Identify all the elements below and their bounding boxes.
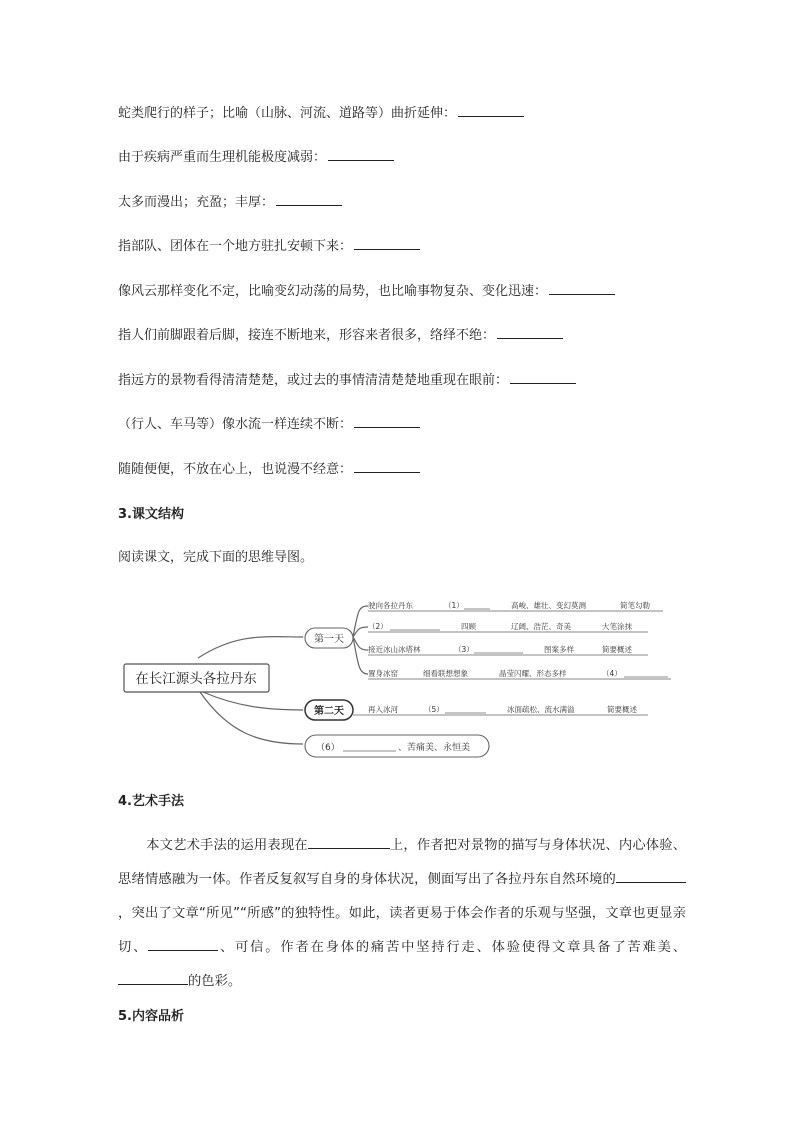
answer-blank[interactable] xyxy=(276,193,342,206)
mindmap-cell: 细看联想想象 xyxy=(423,669,468,678)
definition-item: 太多而漫出；充盈；丰厚： xyxy=(118,193,342,212)
mindmap-cell: （1） xyxy=(444,601,464,610)
answer-blank[interactable] xyxy=(510,371,576,384)
mindmap-cell: （2） xyxy=(368,622,388,631)
mindmap-conclusion-text: 、苦痛美、永恒美 xyxy=(398,743,471,753)
mindmap-day2-label: 第二天 xyxy=(314,706,344,717)
mindmap-cell: 高峻、雄壮、变幻莫测 xyxy=(511,601,586,610)
answer-blank[interactable] xyxy=(148,937,218,951)
answer-blank[interactable] xyxy=(549,282,615,295)
mindmap-cell: 冰面疏松、流水满溢 xyxy=(507,705,575,714)
mindmap-cell: （4） xyxy=(602,669,622,678)
answer-blank[interactable] xyxy=(118,971,188,985)
mindmap-cell: 四顾 xyxy=(461,622,476,631)
definition-item: 指部队、团体在一个地方驻扎安顿下来： xyxy=(118,237,420,256)
mindmap-cell: 辽阔、浩茫、奇美 xyxy=(511,622,571,631)
mindmap-cell: 简要概述 xyxy=(607,705,637,714)
mindmap-cell: 再入冰河 xyxy=(368,705,398,714)
answer-blank[interactable] xyxy=(354,460,420,473)
section-5-heading: 5.内容品析 xyxy=(118,1009,184,1024)
section-3-heading: 3.课文结构 xyxy=(118,507,184,522)
answer-blank[interactable] xyxy=(354,237,420,250)
mindmap-cell: 驶向各拉丹东 xyxy=(368,601,413,610)
definition-item: 由于疾病严重而生理机能极度减弱： xyxy=(118,148,394,167)
mindmap-cell: 简要概述 xyxy=(602,645,632,654)
definition-item: 指远方的景物看得清清楚楚，或过去的事情清清楚楚地重现在眼前： xyxy=(118,371,576,390)
mindmap-cell: （3） xyxy=(454,645,474,654)
mindmap-day1-label: 第一天 xyxy=(314,634,344,645)
section-3-instruction: 阅读课文，完成下面的思维导图。 xyxy=(118,550,314,565)
mindmap-root: 在长江源头各拉丹东 xyxy=(135,671,257,687)
mindmap-cell: 晶莹闪耀、形态多样 xyxy=(499,669,567,678)
mindmap-cell: （5） xyxy=(424,705,444,714)
section-4-paragraph: 本文艺术手法的运用表现在 上，作者把对景物的描写与身体状况、内心体验、思绪情感融为一体。作者反复叙写自身的身体状况，侧面写出了各拉丹东自然环境的，突出了文章“所见”“所感”的独特性。如此，读者更易于体会作者的乐观与坚强，文章也更显亲切、 、可信。作者在身体的痛苦中坚持行走、体验使得文章具备了苦难美、的色彩。 xyxy=(118,829,686,999)
definition-item: 指人们前脚跟着后脚，接连不断地来，形容来者很多，络绎不绝： xyxy=(118,326,563,345)
answer-blank[interactable] xyxy=(328,148,394,161)
mindmap-cell: 简笔勾勒 xyxy=(620,601,650,610)
section-4-heading: 4.艺术手法 xyxy=(118,794,184,809)
answer-blank[interactable] xyxy=(458,104,524,117)
mindmap-cell: 接近冰山冰塔林 xyxy=(368,645,421,654)
mindmap-conclusion-num: （6） xyxy=(316,743,340,753)
definition-item: （行人、车马等）像水流一样连续不断： xyxy=(118,415,420,434)
mindmap-cell: 图案多样 xyxy=(544,645,574,654)
definition-item: 蛇类爬行的样子；比喻（山脉、河流、道路等）曲折延伸： xyxy=(118,104,524,123)
mind-map xyxy=(118,592,678,768)
answer-blank[interactable] xyxy=(308,835,390,849)
mindmap-cell: 置身冰窑 xyxy=(368,669,398,678)
mindmap-cell: 大笔涂抹 xyxy=(602,622,632,631)
answer-blank[interactable] xyxy=(497,326,563,339)
answer-blank[interactable] xyxy=(616,869,686,883)
definition-item: 像风云那样变化不定，比喻变幻动荡的局势，也比喻事物复杂、变化迅速： xyxy=(118,282,615,301)
definition-item: 随随便便，不放在心上，也说漫不经意： xyxy=(118,460,420,479)
answer-blank[interactable] xyxy=(354,415,420,428)
